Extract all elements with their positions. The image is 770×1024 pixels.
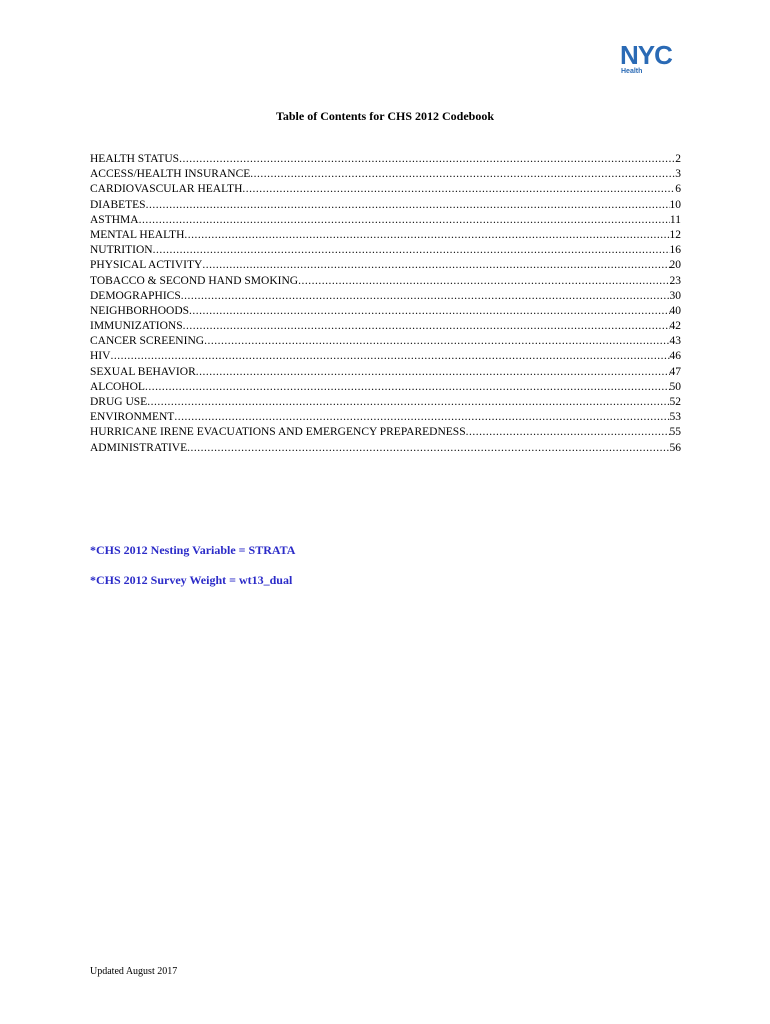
toc-entry-label: HEALTH STATUS (90, 153, 180, 165)
toc-entry-page: 10 (669, 198, 681, 211)
toc-entry-page: 11 (669, 213, 681, 226)
toc-entry-page: 43 (669, 335, 681, 348)
toc-entry[interactable] (90, 441, 681, 456)
toc-dot-leader (139, 213, 670, 228)
toc-entry-label: HIV (90, 350, 111, 363)
toc-entry-page: 50 (669, 380, 681, 393)
toc-entry[interactable] (90, 410, 681, 425)
toc-entry-page: 23 (669, 274, 681, 287)
toc-dot-leader (110, 349, 669, 364)
toc-dot-leader (298, 274, 669, 289)
toc-dot-leader (242, 182, 675, 197)
toc-entry[interactable] (90, 243, 681, 258)
logo-brand: NYC (620, 40, 672, 70)
page-title: Table of Contents for CHS 2012 Codebook (275, 109, 495, 123)
toc-dot-leader (202, 258, 669, 273)
updated-date-footer: Updated August 2017 (90, 966, 178, 977)
toc-entry-label: ADMINISTRATIVE (90, 441, 188, 454)
toc-dot-leader (183, 319, 670, 334)
toc-dot-leader (153, 243, 670, 258)
toc-entry-label: SEXUAL BEHAVIOR (90, 365, 196, 378)
toc-entry-label: DRUG USE (90, 396, 148, 408)
toc-entry-page: 42 (669, 320, 681, 333)
toc-dot-leader (174, 410, 669, 425)
toc-entry-label: MENTAL HEALTH (90, 228, 185, 241)
toc-dot-leader (184, 228, 669, 243)
toc-entry[interactable] (90, 349, 681, 364)
toc-entry-page: 52 (669, 396, 681, 408)
toc-entry[interactable] (90, 380, 681, 395)
toc-entry-page: 47 (669, 365, 681, 378)
toc-dot-leader (179, 152, 675, 167)
toc-entry-label: ALCOHOL (90, 380, 145, 393)
toc-dot-leader (204, 334, 669, 349)
toc-entry-page: 16 (669, 244, 681, 257)
toc-entry-page: 6 (675, 183, 681, 196)
toc-entry-label: CANCER SCREENING (90, 335, 205, 348)
nyc-health-logo (620, 40, 680, 76)
logo-sub: Health (621, 68, 643, 75)
survey-weight-note: *CHS 2012 Survey Weight = wt13_dual (90, 573, 293, 587)
toc-entry[interactable] (90, 395, 681, 410)
toc-entry[interactable] (90, 213, 681, 228)
toc-entry-label: DIABETES (90, 198, 146, 211)
toc-entry-page: 30 (669, 289, 681, 302)
toc-entry-page: 12 (669, 228, 681, 241)
toc-entry-page: 55 (669, 426, 681, 439)
toc-entry[interactable] (90, 365, 681, 380)
toc-entry[interactable] (90, 152, 681, 167)
toc-entry[interactable] (90, 425, 681, 440)
toc-entry[interactable] (90, 167, 681, 182)
toc-entry[interactable] (90, 198, 681, 213)
toc-entry-label: ACCESS/HEALTH INSURANCE (90, 168, 251, 181)
toc-dot-leader (250, 167, 675, 182)
toc-entry-page: 40 (669, 304, 681, 317)
toc-entry-page: 20 (669, 259, 681, 272)
toc-entry-label: CARDIOVASCULAR HEALTH (90, 183, 243, 196)
toc-dot-leader (196, 365, 670, 380)
toc-entry-label: PHYSICAL ACTIVITY (90, 259, 203, 272)
toc-dot-leader (187, 441, 669, 456)
toc-entry[interactable] (90, 304, 681, 319)
toc-dot-leader (181, 289, 670, 304)
toc-entry[interactable] (90, 319, 681, 334)
toc-entry[interactable] (90, 334, 681, 349)
toc-entry-page: 46 (669, 350, 681, 363)
toc-entry[interactable] (90, 258, 681, 273)
toc-entry-label: IMMUNIZATIONS (90, 320, 183, 333)
toc-entry-page: 2 (675, 153, 681, 165)
nesting-variable-note: *CHS 2012 Nesting Variable = STRATA (90, 543, 296, 557)
toc-entry-page: 53 (669, 411, 681, 424)
toc-dot-leader (189, 304, 669, 319)
toc-entry-page: 3 (675, 168, 681, 181)
toc-entry[interactable] (90, 289, 681, 304)
toc-entry[interactable] (90, 182, 681, 197)
toc-entry-label: NUTRITION (90, 244, 153, 257)
toc-entry-label: ENVIRONMENT (90, 411, 175, 424)
toc-entry-label: TOBACCO & SECOND HAND SMOKING (90, 274, 299, 287)
toc-dot-leader (466, 425, 670, 440)
table-of-contents (90, 152, 681, 456)
toc-dot-leader (147, 395, 669, 410)
toc-entry-page: 56 (669, 441, 681, 454)
toc-dot-leader (145, 380, 670, 395)
toc-entry-label: NEIGHBORHOODS (90, 304, 190, 317)
toc-entry-label: ASTHMA (90, 213, 139, 226)
toc-dot-leader (146, 198, 670, 213)
toc-entry-label: HURRICANE IRENE EVACUATIONS AND EMERGENCY PREPAREDNESS (90, 426, 466, 439)
toc-entry[interactable] (90, 274, 681, 289)
toc-entry[interactable] (90, 228, 681, 243)
toc-entry-label: DEMOGRAPHICS (90, 289, 181, 302)
